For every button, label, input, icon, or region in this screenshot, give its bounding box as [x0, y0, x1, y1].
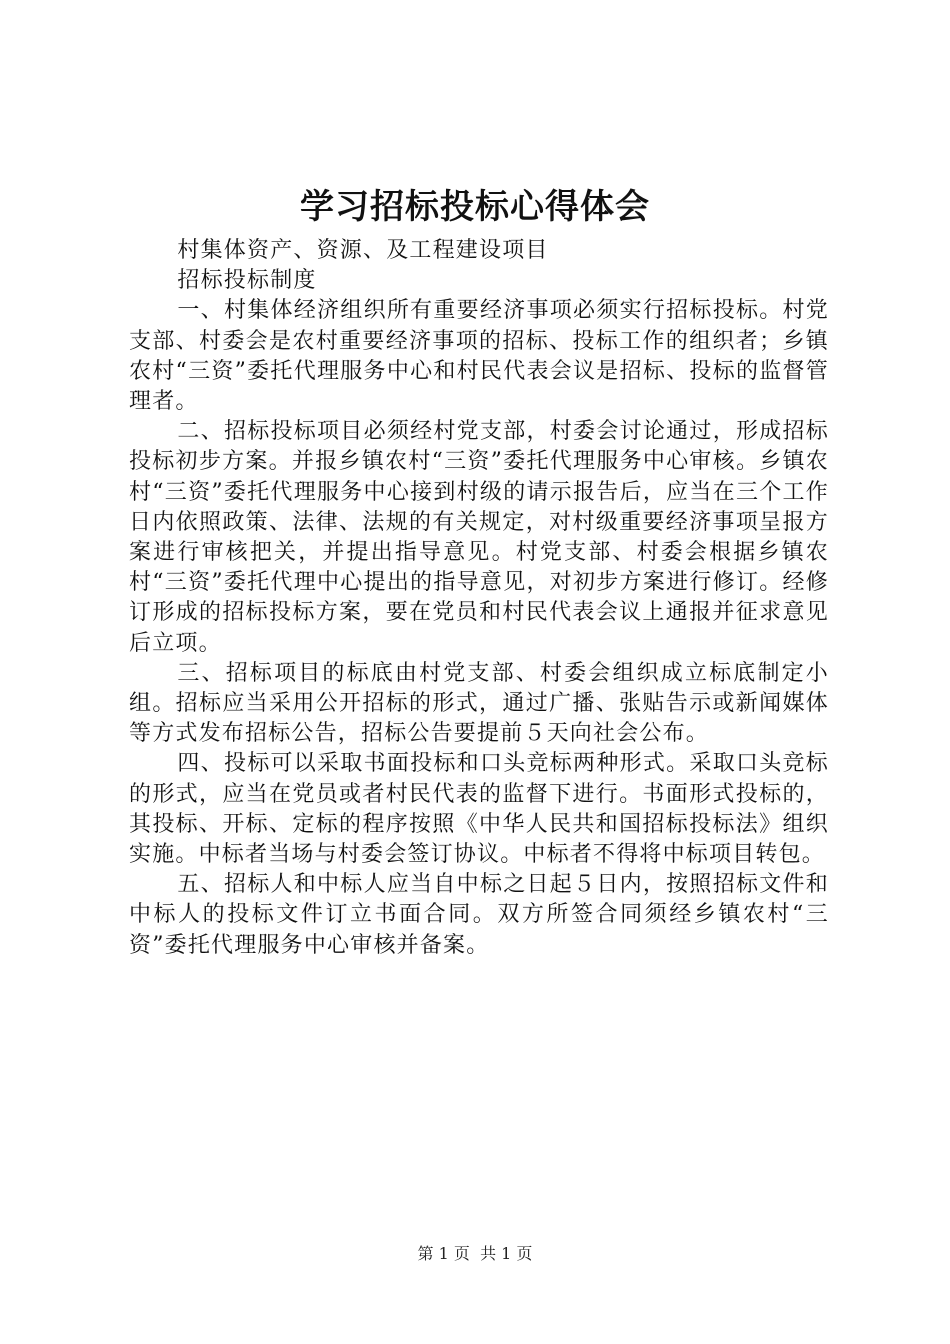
subheading: 村集体资产、资源、及工程建设项目 — [177, 238, 549, 263]
body-paragraph: 二、招标投标项目必须经村党支部，村委会讨论通过，形成招标投标初步方案。并报乡镇农村“三资”委托代理服务中心审核。乡镇农村“三资”委托代理服务中心接到村级的请示报告后，应当在三个工作日内依照政策、法律、法规的有关规定，对村级重要经济事项呈报方案进行审核把关，并提出指导意见。村党支部、村委会根据乡镇农村“三资”委托代理中心提出的指导意见，对初步方案进行修订。经修订形成的招标投标方案，要在党员和村民代表会议上通报并征求意见后立项。 — [129, 419, 829, 656]
body-paragraph: 三、招标项目的标底由村党支部、村委会组织成立标底制定小组。招标应当采用公开招标的形式，通过广播、张贴告示或新闻媒体等方式发布招标公告，招标公告要提前５天向社会公布。 — [129, 660, 829, 747]
body-paragraph: 四、投标可以采取书面投标和口头竞标两种形式。采取口头竞标的形式，应当在党员或者村民代表的监督下进行。书面形式投标的，其投标、开标、定标的程序按照《中华人民共和国招标投标法》组织实施。中标者当场与村委会签订协议。中标者不得将中标项目转包。 — [129, 751, 829, 868]
document-body — [129, 236, 829, 961]
subheading: 招标投标制度 — [177, 268, 317, 294]
page-total: 共 1 页 — [480, 1244, 533, 1263]
document-title: 学习招标投标心得体会 — [300, 187, 650, 227]
page-number: 第 1 页 — [417, 1244, 470, 1263]
body-paragraph: 一、村集体经济组织所有重要经济事项必须实行招标投标。村党支部、村委会是农村重要经济事项的招标、投标工作的组织者；乡镇农村“三资”委托代理服务中心和村民代表会议是招标、投标的监督管理者。 — [129, 298, 829, 415]
body-paragraph: 五、招标人和中标人应当自中标之日起５日内，按照招标文件和中标人的投标文件订立书面合同。双方所签合同须经乡镇农村“三资”委托代理服务中心审核并备案。 — [129, 872, 829, 958]
page-footer — [0, 1243, 950, 1265]
